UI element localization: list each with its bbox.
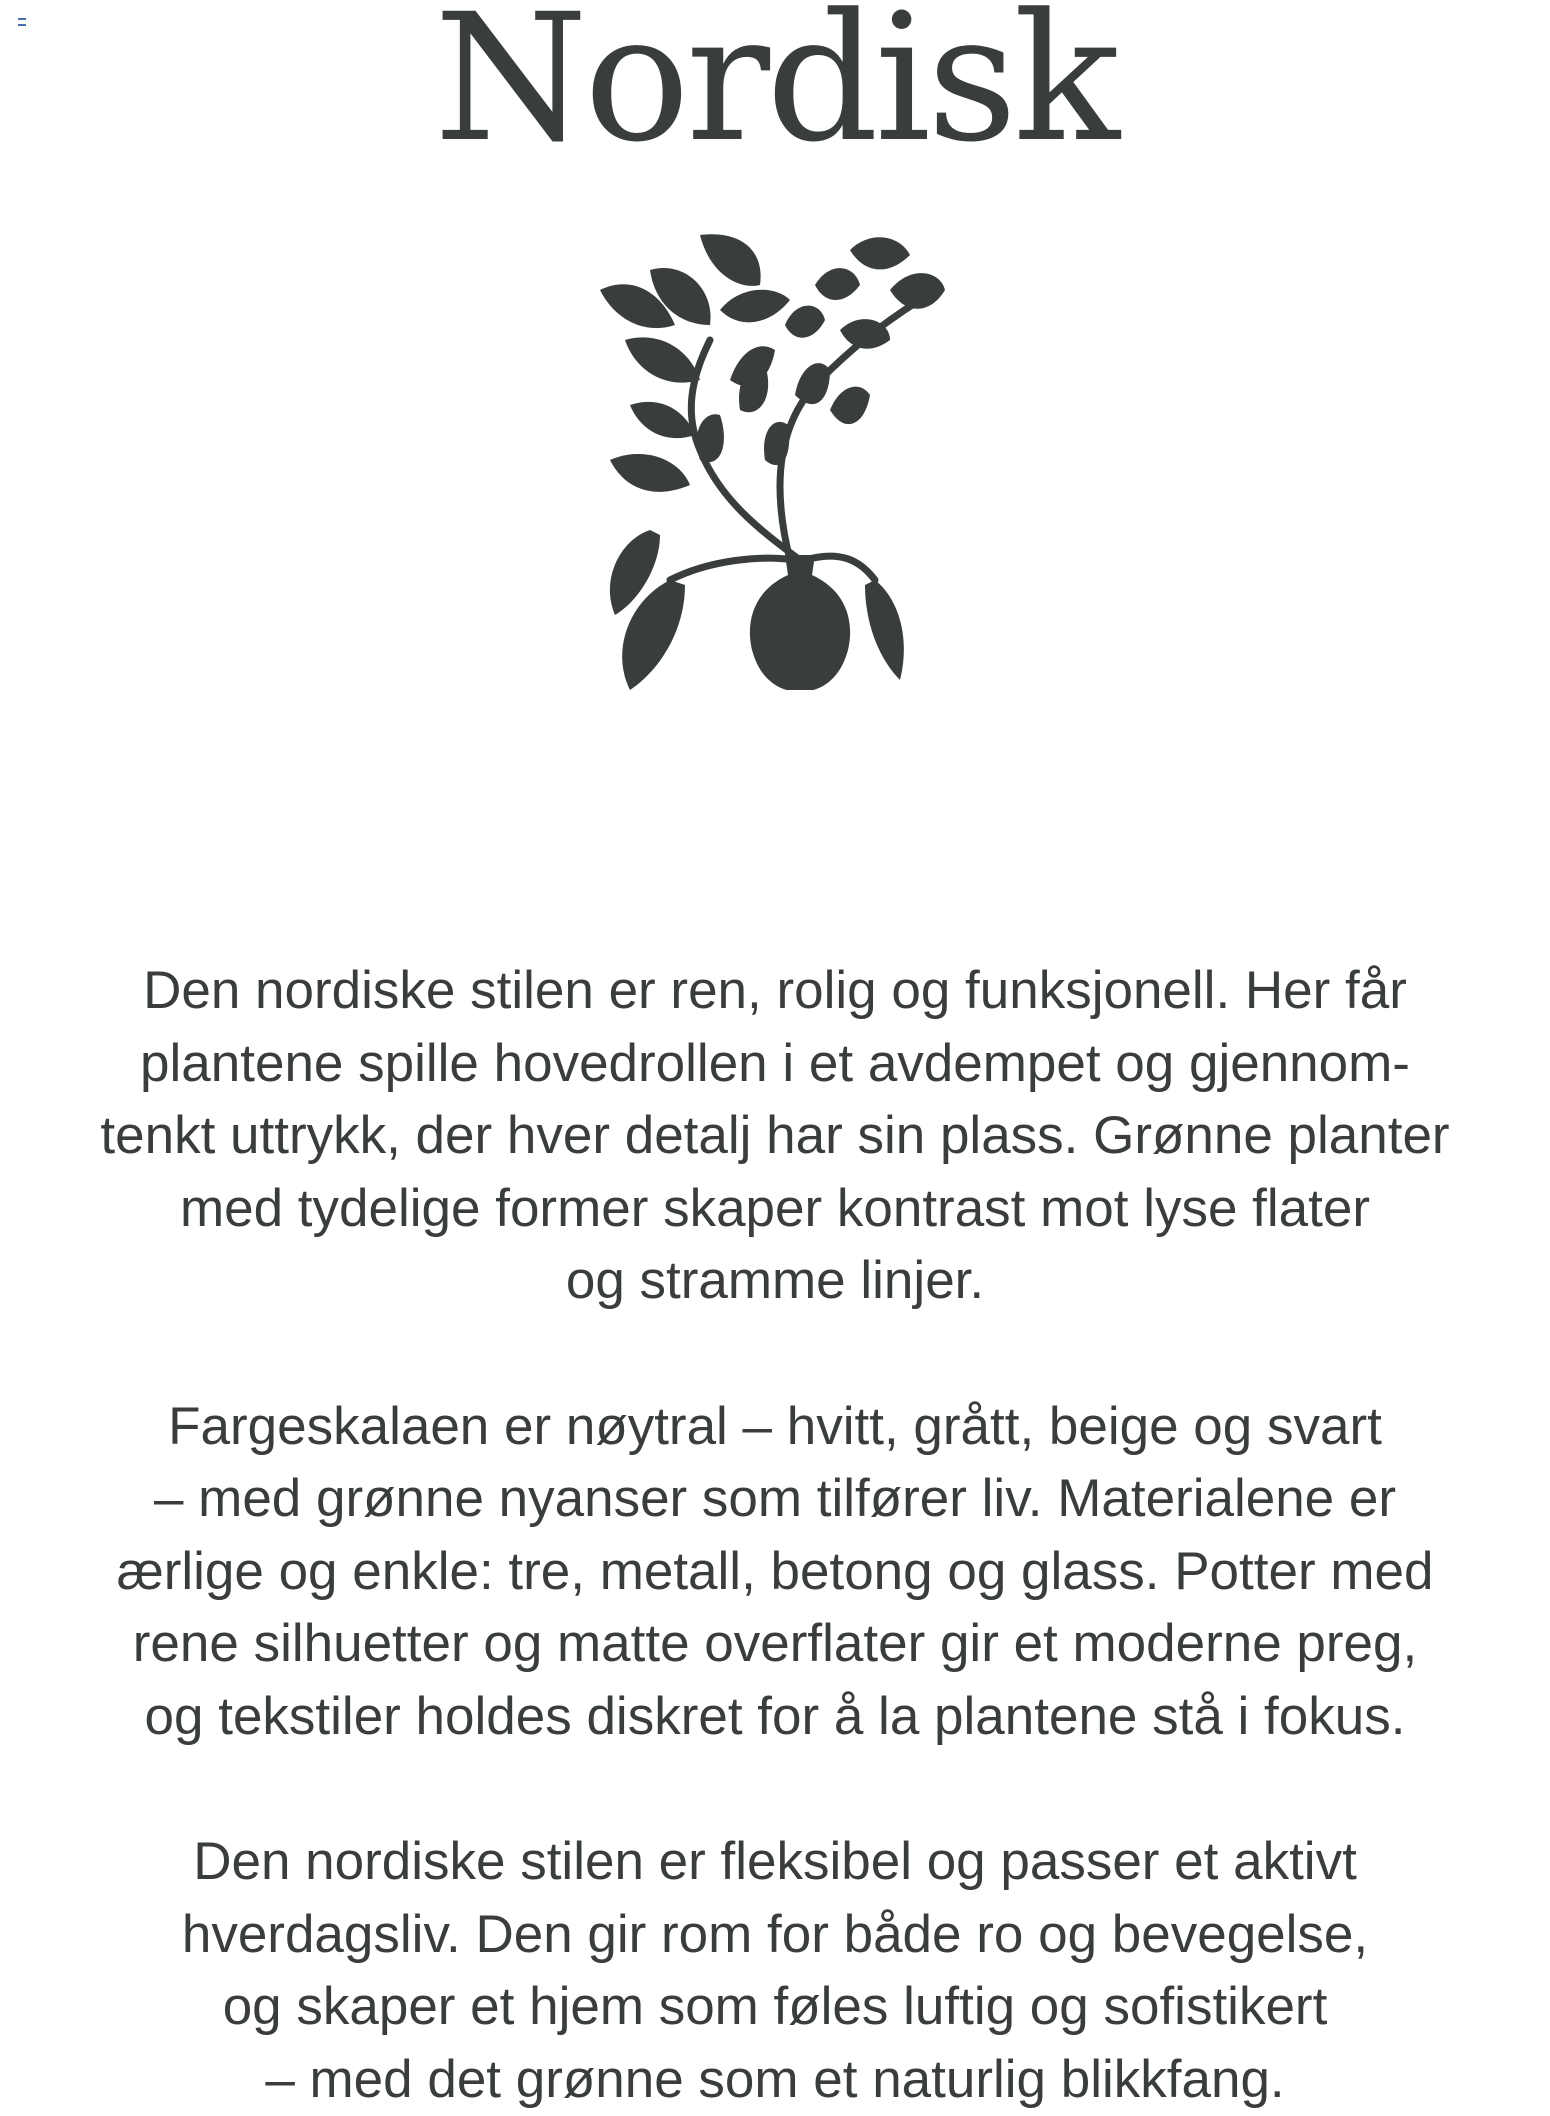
paragraph-line: Den nordiske stilen er ren, rolig og funksjonell. Her får [143, 961, 1407, 1020]
paragraph-line: plantene spille hovedrollen i et avdempet og gjennom- [140, 1033, 1410, 1093]
paragraph-line: tenkt uttrykk, der hver detalj har sin plass. Grønne planter [100, 1106, 1450, 1165]
paragraph-line: – med det grønne som et naturlig blikkfang. [265, 2049, 1285, 2109]
paragraph-line: ærlige og enkle: tre, metall, betong og glass. Potter med [116, 1541, 1434, 1601]
body-text [0, 955, 1550, 2116]
paragraph-line: og stramme linjer. [565, 1251, 985, 1310]
plant-in-vase-icon [590, 230, 950, 690]
page-title: Nordisk [433, 0, 1116, 181]
paragraph-1 [0, 955, 1550, 1318]
paragraph-line: rene silhuetter og matte overflater gir et moderne preg, [132, 1614, 1418, 1673]
paragraph-3 [0, 1826, 1550, 2116]
paragraph-line: Den nordiske stilen er fleksibel og passer et aktivt [193, 1832, 1357, 1891]
paragraph-line: Fargeskalaen er nøytral – hvitt, grått, beige og svart [168, 1396, 1382, 1456]
paragraph-line: og tekstiler holdes diskret for å la plantene stå i fokus. [144, 1686, 1406, 1746]
paragraph-line: – med grønne nyanser som tilfører liv. Materialene er [153, 1469, 1397, 1528]
paragraph-line: hverdagsliv. Den gir rom for både ro og bevegelse, [181, 1904, 1369, 1964]
paragraph-2 [0, 1391, 1550, 1754]
paragraph-line: og skaper et hjem som føles luftig og sofistikert [222, 1977, 1328, 2036]
paragraph-line: med tydelige former skaper kontrast mot lyse flater [179, 1178, 1370, 1238]
